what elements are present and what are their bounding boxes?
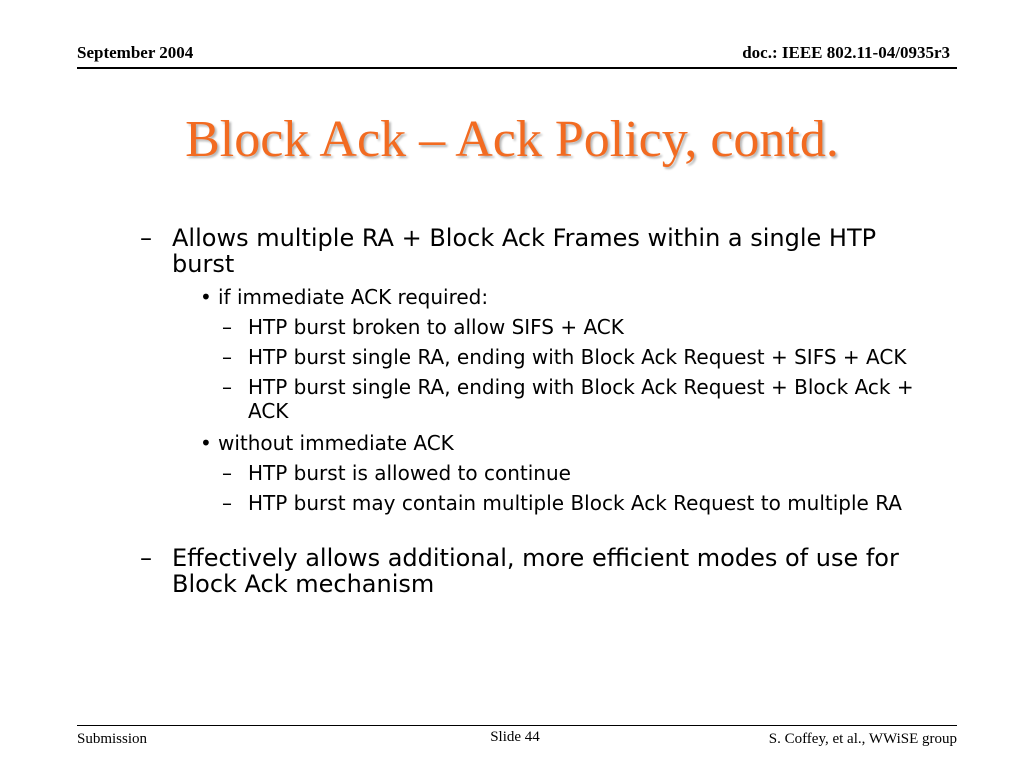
header-date: September 2004 xyxy=(77,43,194,62)
bullet-level3 xyxy=(222,315,940,339)
bullet-text: HTP burst broken to allow SIFS + ACK xyxy=(248,315,624,339)
bullet-level1 xyxy=(140,225,940,277)
bullet-level3 xyxy=(222,461,940,485)
bullet-level2 xyxy=(200,431,940,455)
bullet-text: HTP burst may contain multiple Block Ack Request to multiple RA xyxy=(248,491,902,515)
bullet-text: HTP burst single RA, ending with Block Ack Request + Block Ack + ACK xyxy=(248,375,914,423)
spacer xyxy=(140,515,940,545)
bullet-text: if immediate ACK required: xyxy=(218,285,489,309)
bullet-text: without immediate ACK xyxy=(218,431,454,455)
dash-marker: – xyxy=(140,544,152,572)
footer-divider xyxy=(77,725,957,726)
bullet-level3 xyxy=(222,345,940,369)
dash-marker: – xyxy=(222,315,232,339)
header-divider xyxy=(77,67,957,69)
dash-marker: – xyxy=(140,224,152,252)
bullet-dot-marker: • xyxy=(200,431,212,455)
bullet-level1 xyxy=(140,545,940,597)
bullet-text: HTP burst single RA, ending with Block Ack Request + SIFS + ACK xyxy=(248,345,907,369)
dash-marker: – xyxy=(222,375,232,399)
dash-marker: – xyxy=(222,345,232,369)
slide-number: Slide 44 xyxy=(490,729,540,745)
footer-submission: Submission xyxy=(77,731,148,747)
bullet-level3 xyxy=(222,375,940,423)
slide-title: Block Ack – Ack Policy, contd. xyxy=(185,111,839,168)
bullet-text: HTP burst is allowed to continue xyxy=(248,461,571,485)
bullet-text: Allows multiple RA + Block Ack Frames within a single HTP burst xyxy=(172,224,877,278)
dash-marker: – xyxy=(222,461,232,485)
bullet-level3 xyxy=(222,491,940,515)
bullet-level2 xyxy=(200,285,940,309)
footer-authors: S. Coffey, et al., WWiSE group xyxy=(768,731,957,747)
bullet-dot-marker: • xyxy=(200,285,212,309)
slide-body xyxy=(140,225,940,597)
header-doc-id: doc.: IEEE 802.11-04/0935r3 xyxy=(742,43,950,62)
dash-marker: – xyxy=(222,491,232,515)
bullet-text: Effectively allows additional, more efficient modes of use for Block Ack mechanism xyxy=(172,544,899,598)
